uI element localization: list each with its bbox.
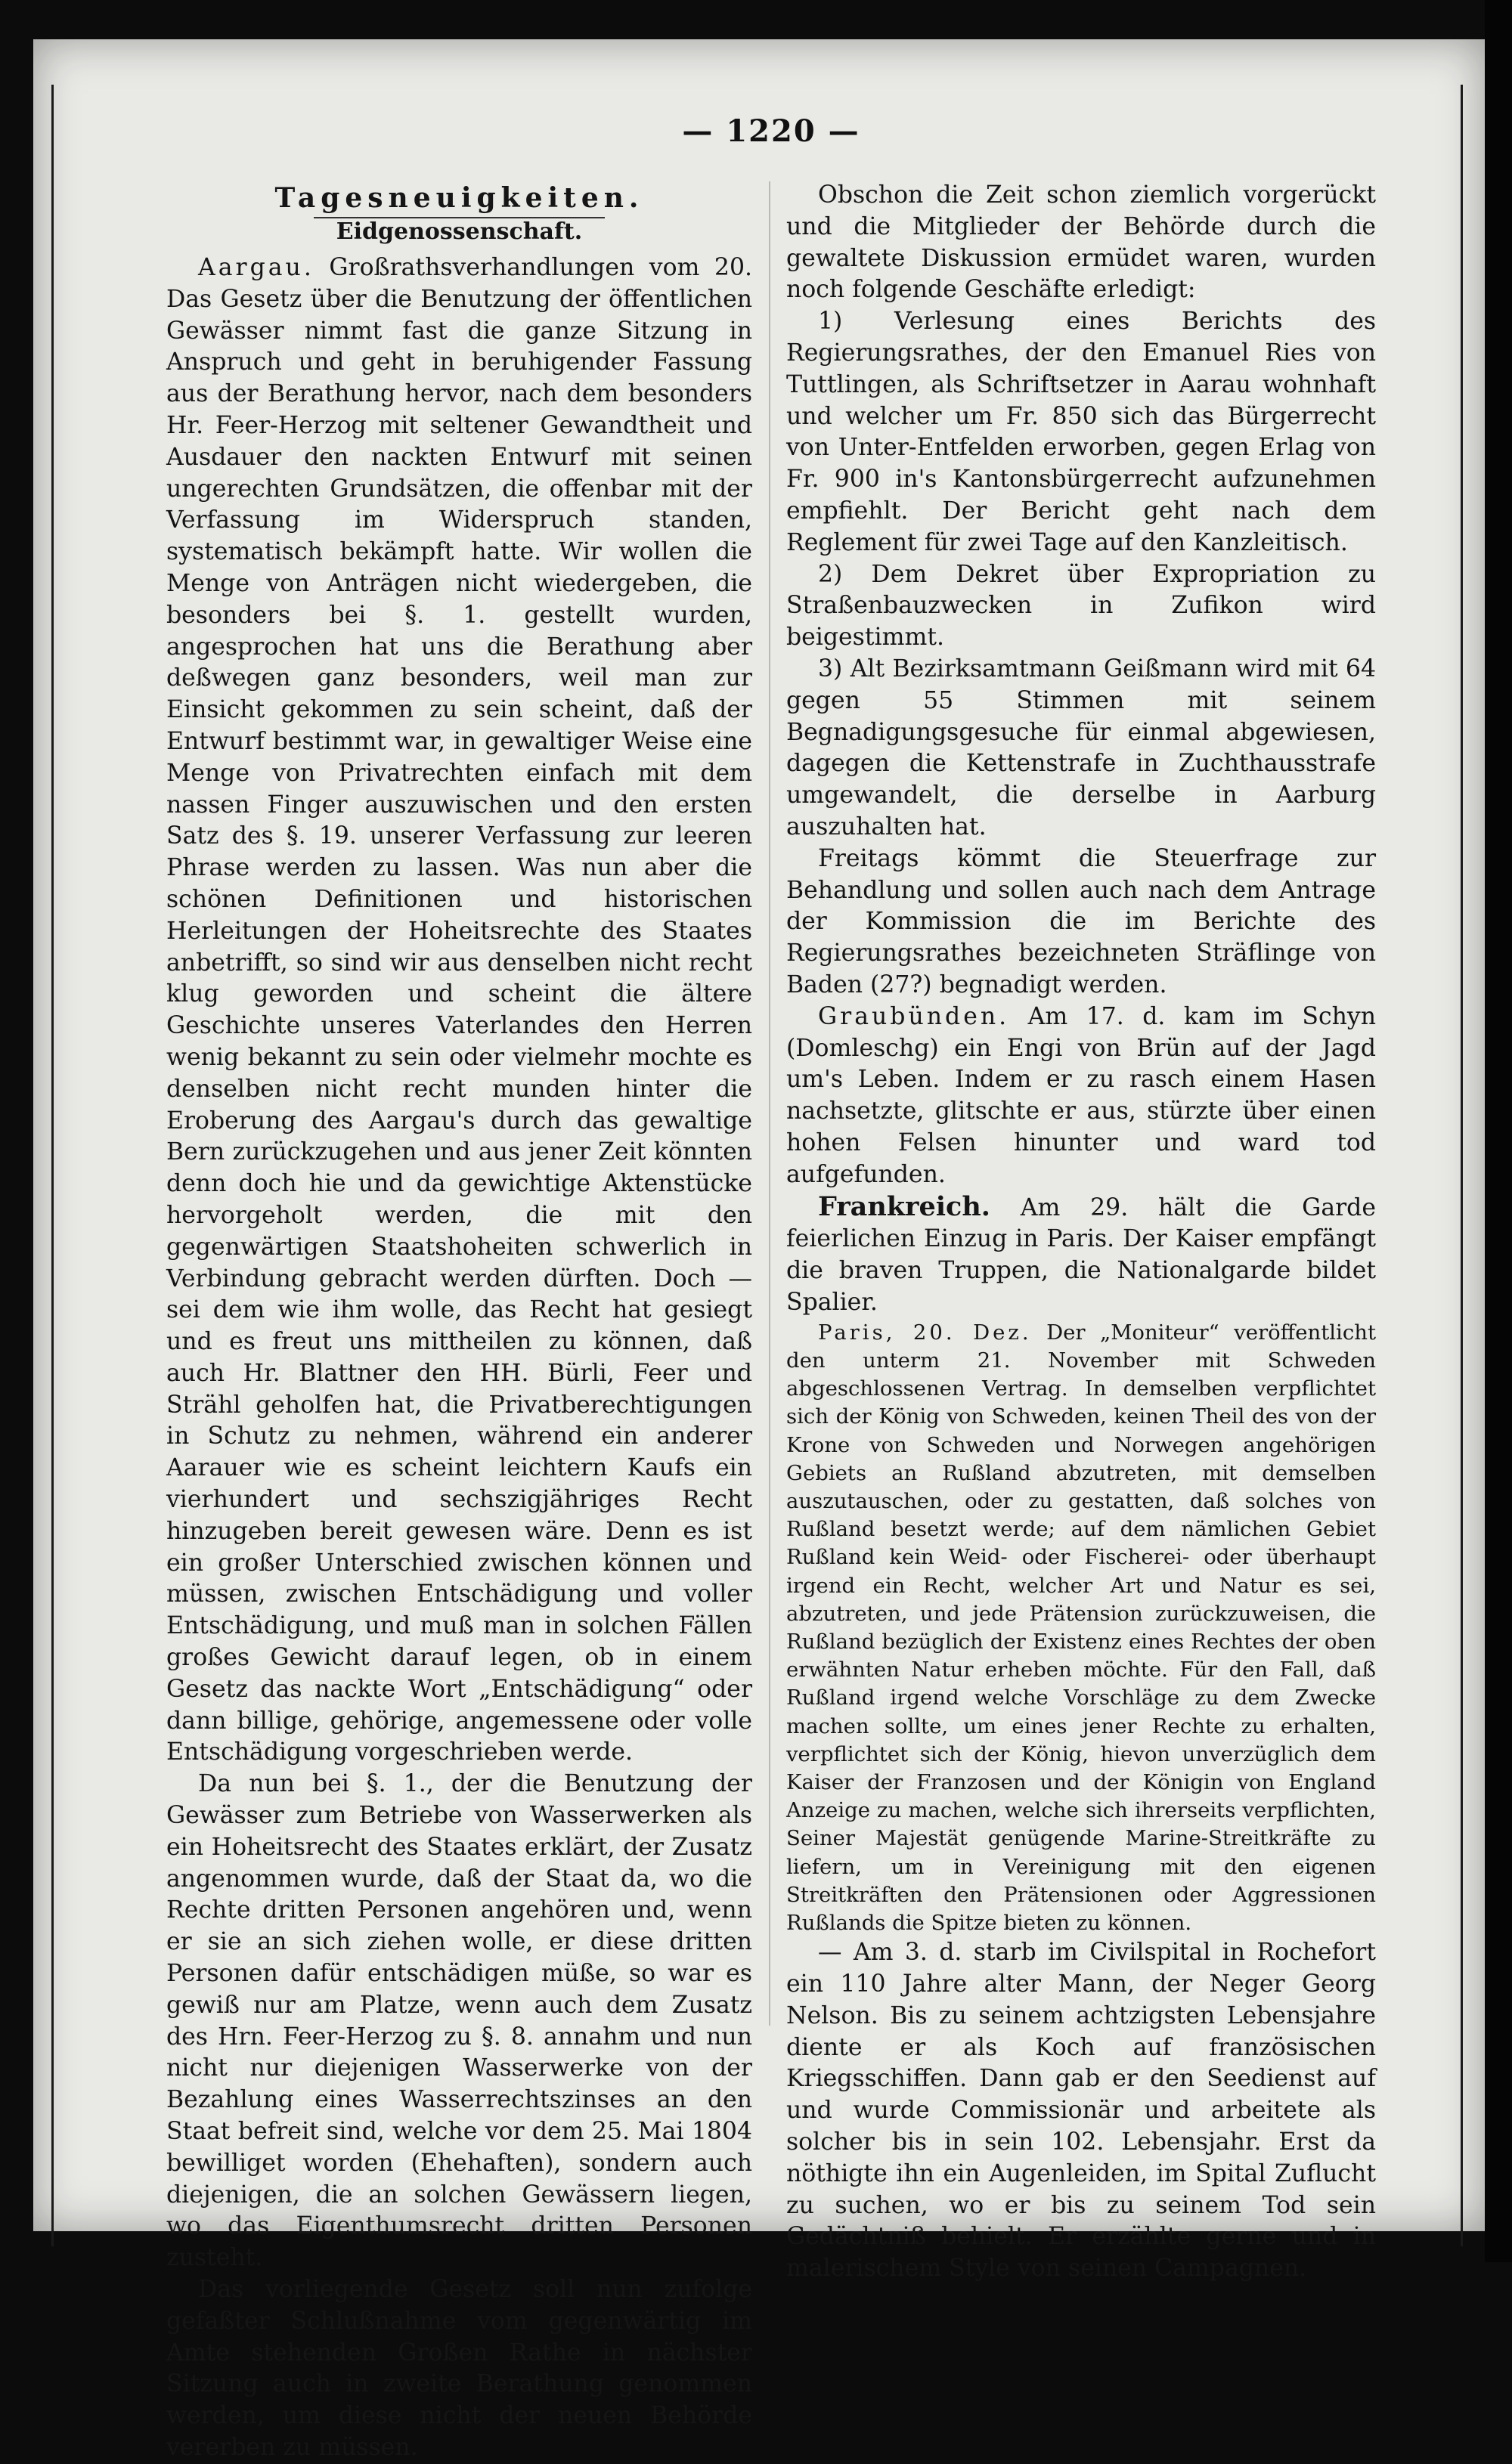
article-paragraph-3: Das vorliegende Gesetz soll nun zufolge gefaßter Schlußnahme vom gegenwärtig im Amte stehenden Großen Rathe in nächster Sitzung auch in zweite Berathung genommen werden, um diese nicht der neuen Behörde vererben zu müssen. <box>166 2276 752 2461</box>
page-number: — 1220 — <box>682 113 860 149</box>
section-heading: Tagesneuigkeiten. <box>274 182 644 214</box>
place-aargau: Aargau. <box>198 254 314 281</box>
friday-paragraph: Freitags kömmt die Steuerfrage zur Behandlung und sollen auch nach dem Antrage der Kommission die im Berichte des Regierungsrathes bezeichneten Sträflinge von Baden (27?) begnadigt werden. <box>786 844 1376 998</box>
scan-dark-edge <box>1485 0 1512 2262</box>
graubuenden-text: Am 17. d. kam im Schyn (Domleschg) ein Engi von Brün auf der Jagd um's Leben. Indem er zu rasch einem Hasen nachsetzte, glitschte er aus, stürzte über einen hohen Felsen hinunter und ward tod aufgefunden. <box>786 1002 1376 1188</box>
paris-text: Der „Moniteur“ veröffentlicht den unterm 21. November mit Schweden abgeschlossenen Vertrag. In demselben verpflichtet sich der König von Schweden, keinen Theil des von der Krone von Schweden und Norwegen angehörigen Gebiets an Rußland abzutreten, mit demselben auszutauschen, oder zu gestatten, daß solches von Rußland besetzt werde; auf dem nämlichen Gebiet Rußland kein Weid- oder Fischerei- oder überhaupt irgend ein Recht, welcher Art und Natur es sei, abzutreten, und jede Prätension zurückzuweisen, die Rußland bezüglich der Existenz eines Rechtes der oben erwähnten Natur erheben möchte. Für den Fall, daß Rußland irgend welche Vorschläge zu dem Zwecke machen sollte, um eines jener Rechte zu erhalten, verpflichtet sich der König, hievon unverzüglich dem Kaiser der Franzosen und der Königin von England Anzeige zu machen, welche sich ihrerseits verpflichten, Seiner Majestät genügende Marine-Streitkräfte zu liefern, um in Vereinigung mit den eigenen Streitkräften den Prätensionen oder Aggressionen Rußlands die Spitze bieten zu können. <box>786 1320 1376 1935</box>
column-divider <box>769 181 770 2026</box>
article-frankreich <box>786 1191 1376 1319</box>
article-graubuenden <box>786 1001 1376 1191</box>
list-item-2: 2) Dem Dekret über Expropriation zu Straßenbauzwecken in Zufikon wird beigestimmt. <box>786 560 1376 652</box>
aargau-text: Großrathsverhandlungen vom 20. Das Gesetz über die Benutzung der öffentlichen Gewässer nimmt fast die ganze Sitzung in Anspruch und geht in beruhigender Fassung aus der Berathung hervor, nach dem besonders Hr. Feer-Herzog mit seltener Gewandtheit und Ausdauer den nackten Entwurf mit seinen ungerechten Grundsätzen, die offenbar mit der Verfassung im Widerspruch standen, systematisch bekämpft hatte. Wir wollen die Menge von Anträgen nicht wiedergeben, die besonders bei §. 1. gestellt wurden, angesprochen hat uns die Berathung aber deßwegen ganz besonders, weil man zur Einsicht gekommen zu sein scheint, daß der Entwurf bestimmt war, in gewaltiger Weise eine Menge von Privatrechten einfach mit dem nassen Finger auszuwischen und den ersten Satz des §. 19. unserer Verfassung zur leeren Phrase werden zu lassen. Was nun aber die schönen Definitionen und historischen Herleitungen der Hoheitsrechte des Staates anbetrifft, so sind wir aus denselben nicht recht klug geworden und scheint die ältere Geschichte unseres Vaterlandes den Herren wenig bekannt zu sein oder vielmehr mochte es denselben nicht recht munden hinter die Eroberung des Aargau's durch das gewaltige Bern zurückzugehen und aus jener Zeit könnten denn doch hie und da gewichtige Aktenstücke hervorgeholt werden, die mit den gegenwärtigen Staatshoheiten schwerlich in Verbindung gebracht werden dürften. Doch — sei dem wie ihm wolle, das Recht hat gesiegt und es freut uns mittheilen zu können, daß auch Hr. Blattner den HH. Bürli, Feer und Strähl geholfen hat, die Privatberechtigungen in Schutz zu nehmen, während ein anderer Aarauer wie es scheint leichtern Kaufs ein vierhundert und sechszigjähriges Recht hinzugeben bereit gewesen wäre. Denn es ist ein großer Unterschied zwischen können und müssen, zwischen Entschädigung und voller Entschädigung, und muß man in solchen Fällen großes Gewicht darauf legen, ob in einem Gesetz das nackte Wort „Entschädigung“ oder dann billige, gehörige, angemessene oder volle Entschädigung vorgeschrieben werde. <box>166 254 752 1766</box>
subheading-text: Eidgenossenschaft. <box>314 217 605 245</box>
article-paris <box>786 1319 1376 1937</box>
left-column <box>166 180 752 2464</box>
intro-paragraph: Obschon die Zeit schon ziemlich vorgerückt und die Mitglieder der Behörde durch die gewaltete Diskussion ermüdet waren, wurden noch folgende Geschäfte erledigt: <box>786 181 1376 304</box>
article-aargau <box>166 252 752 1769</box>
list-item-1: 1) Verlesung eines Berichts des Regierungsrathes, der den Emanuel Ries von Tuttlingen, als Schriftsetzer in Aarau wohnhaft und welcher um Fr. 850 sich das Bürgerrecht von Unter-Entfelden erworben, gegen Erlag von Fr. 900 in's Kantonsbürgerrecht aufzunehmen empfiehlt. Der Bericht geht nach dem Reglement für zwei Tage auf den Kanzleitisch. <box>786 308 1376 556</box>
right-column <box>786 180 1376 2285</box>
place-graubuenden: Graubünden. <box>818 1002 1010 1030</box>
left-margin-line <box>51 85 54 2246</box>
right-margin-line <box>1461 85 1463 2246</box>
country-frankreich: Frankreich. <box>818 1190 990 1222</box>
article-paragraph-2: Da nun bei §. 1., der die Benutzung der Gewässer zum Betriebe von Wasserwerken als ein Hoheitsrecht des Staates erklärt, der Zusatz angenommen wurde, daß der Staat da, wo die Rechte dritten Personen angehören und, wenn er sie an sich ziehen wolle, er diese dritten Personen dafür entschädigen müße, so war es gewiß nur am Platze, wenn auch dem Zusatz des Hrn. Feer-Herzog zu §. 8. annahm und nun nicht nur diejenigen Wasserwerke von der Bezahlung eines Wasserrechtszinses an den Staat befreit sind, welche vor dem 25. Mai 1804 bewilliget worden (Ehehaften), sondern auch diejenigen, die an solchen Gewässern liegen, wo das Eigenthumsrecht dritten Personen zusteht. <box>166 1770 752 2272</box>
frankreich-text: Am 29. hält die Garde feierlichen Einzug in Paris. Der Kaiser empfängt die braven Truppen, die Nationalgarde bildet Spalier. <box>786 1193 1376 1316</box>
list-item-3: 3) Alt Bezirksamtmann Geißmann wird mit 64 gegen 55 Stimmen mit seinem Begnadigungsgesuche für einmal abgewiesen, dagegen die Kettenstrafe in Zuchthausstrafe umgewandelt, die derselbe in Aarburg auszuhalten hat. <box>786 655 1376 840</box>
section-subheading <box>166 216 752 248</box>
place-paris: Paris, 20. Dez. <box>818 1320 1032 1345</box>
article-rochefort: — Am 3. d. starb im Civilspital in Rochefort ein 110 Jahre alter Mann, der Neger Georg Nelson. Bis zu seinem achtzigsten Lebensjahre diente er als Koch auf französischen Kriegsschiffen. Dann gab er den Seedienst auf und wurde Commissionär und arbeitete als solcher bis in sein 102. Lebensjahr. Erst da nöthigte ihn ein Augenleiden, im Spital Zuflucht zu suchen, wo er bis zu seinem Tod sein Gedächtniß behielt. Er erzählte gerne und in malerischem Style von seinen Campagnen. <box>786 1939 1376 2283</box>
